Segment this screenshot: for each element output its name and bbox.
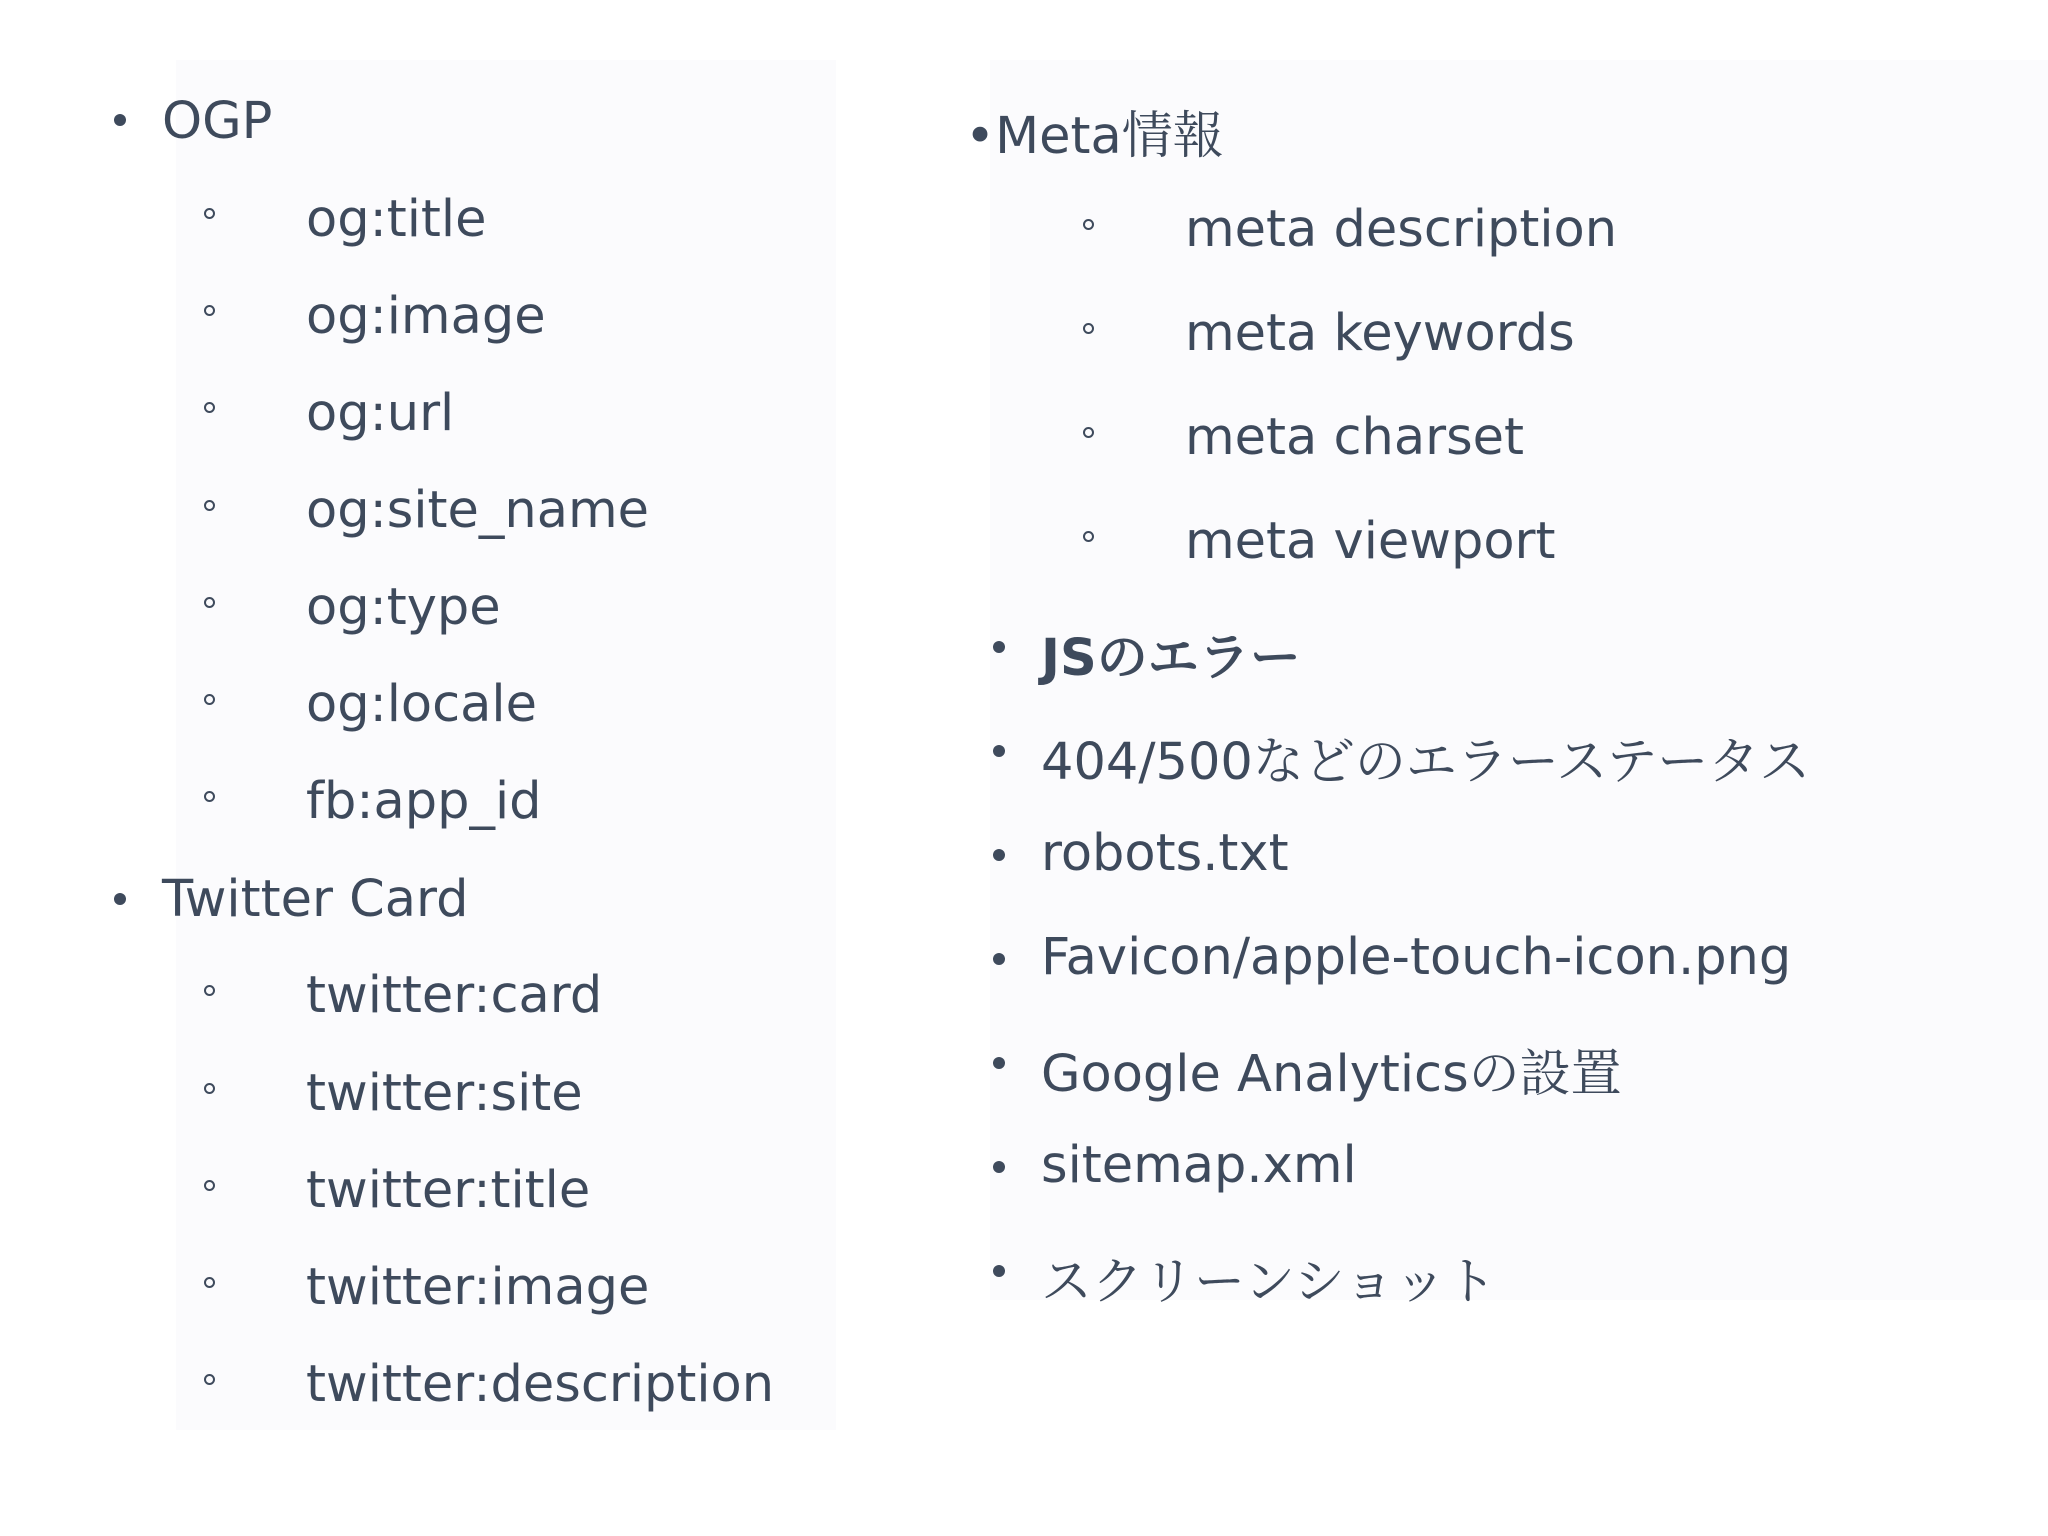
bullet-icon (993, 641, 1005, 653)
sub-bullet-icon (204, 500, 215, 511)
bullet-icon (114, 114, 126, 126)
sub-bullet-icon (204, 305, 215, 316)
bullet-icon (114, 893, 126, 905)
bullet-icon (993, 1161, 1005, 1173)
list-item: meta charset (1185, 408, 1525, 467)
twitter-heading: Twitter Card (162, 870, 469, 929)
sub-bullet-icon (204, 694, 215, 705)
sub-bullet-icon (204, 1083, 215, 1094)
list-item: twitter:site (306, 1064, 583, 1123)
list-item: meta viewport (1185, 512, 1556, 571)
list-item: robots.txt (1041, 824, 1289, 883)
list-item: og:url (306, 384, 455, 443)
list-item: twitter:card (306, 966, 603, 1025)
bullet-icon (993, 953, 1005, 965)
list-item: JSのエラー (1041, 629, 1301, 688)
list-item: og:site_name (306, 481, 650, 540)
list-item: og:image (306, 287, 546, 346)
list-item: 404/500などのエラーステータス (1041, 733, 1811, 792)
list-item: twitter:image (306, 1258, 650, 1317)
left-panel-tint (176, 60, 836, 1430)
sub-bullet-icon (204, 791, 215, 802)
list-item: meta description (1185, 200, 1618, 259)
bullet-icon (993, 1057, 1005, 1069)
bullet-icon (993, 1265, 1005, 1277)
sub-bullet-icon (204, 208, 215, 219)
list-item: Google Analyticsの設置 (1041, 1045, 1622, 1104)
sub-bullet-icon (204, 597, 215, 608)
sub-bullet-icon (204, 985, 215, 996)
sub-bullet-icon (204, 402, 215, 413)
sub-bullet-icon (1083, 323, 1094, 334)
meta-heading: •Meta情報 (965, 107, 1224, 166)
list-item: fb:app_id (306, 772, 542, 831)
sub-bullet-icon (1083, 219, 1094, 230)
list-item: meta keywords (1185, 304, 1575, 363)
sub-bullet-icon (204, 1277, 215, 1288)
list-item: og:locale (306, 675, 537, 734)
list-item: og:title (306, 190, 487, 249)
sub-bullet-icon (1083, 427, 1094, 438)
list-item: og:type (306, 578, 501, 637)
list-item: スクリーンショット (1041, 1253, 1497, 1312)
bullet-icon (993, 849, 1005, 861)
list-item: sitemap.xml (1041, 1136, 1357, 1195)
list-item: Favicon/apple-touch-icon.png (1041, 928, 1792, 987)
sub-bullet-icon (1083, 531, 1094, 542)
bullet-icon (993, 745, 1005, 757)
sub-bullet-icon (204, 1374, 215, 1385)
ogp-heading: OGP (162, 92, 273, 151)
list-item: twitter:description (306, 1355, 775, 1414)
list-item: twitter:title (306, 1161, 591, 1220)
sub-bullet-icon (204, 1180, 215, 1191)
